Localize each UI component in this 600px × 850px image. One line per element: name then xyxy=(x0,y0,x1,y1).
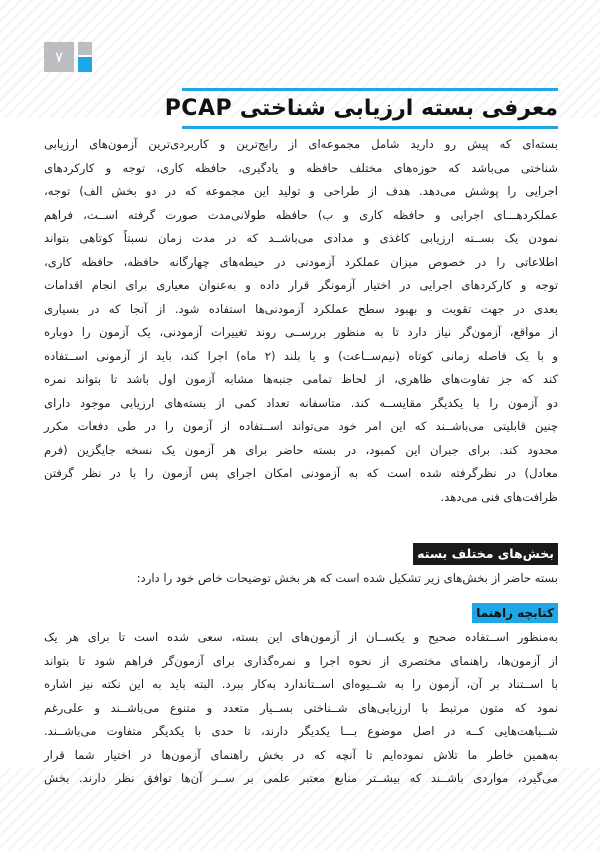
paragraph-line: بسته‌ای که پیش رو دارید شامل مجموعه‌ای از رایج‌ترین و کاربردی‌ترین آزمون‌های ارزیابی xyxy=(44,137,558,151)
section-heading: بخش‌های مختلف بسته xyxy=(413,543,558,565)
paragraph-line: شــباهت‌هایی کــه در اصل موضوع بـــا یکدیگر دارند، تا حدی با یکدیگر متفاوت می‌باشــند. xyxy=(44,724,558,738)
paragraph-line: اطلاعاتی را در خصوص میزان عملکرد آزمودنی در حیطه‌های چهارگانه حافظه، حافظه کاری، xyxy=(44,254,558,269)
paragraph-line: به‌منظور اســتفاده صحیح و یکســان از آزمون‌های این بسته، سعی شده است تا برای هر یک xyxy=(44,630,558,644)
page-marker-blue-square xyxy=(78,57,92,72)
intro-paragraph xyxy=(44,133,558,509)
paragraph-line: اجرایی را پوشش می‌دهد. هدف از طراحی و تولید این مجموعه که در دو بخش الف) توجه، xyxy=(44,184,558,198)
paragraph-line: نمودن یک بســته ارزیابی کاغذی و مدادی می‌باشــد که در مدت زمان نسبتاً کوتاهی بتواند xyxy=(44,231,558,245)
paragraph-line: با اســتناد بر آن، آزمون را به شــیوه‌ای اســتاندارد به‌کار ببرد. البته باید به این نکته نیز اشاره xyxy=(44,677,558,691)
paragraph-line: توجه و کارکردهای اجرایی در اختیار آزمونگر قرار داده و به‌عنوان معیاری برای انجام اقدامات xyxy=(44,278,558,292)
title-bottom-rule xyxy=(182,126,558,129)
paragraph-line: کند که جز تفاوت‌های ظاهری، از لحاظ تمامی جنبه‌ها مشابه آزمون اول باشد تا بتواند نمره xyxy=(44,372,558,386)
paragraph-line: ظرافت‌های فنی می‌دهد. xyxy=(440,489,558,504)
paragraph-line: محدود کند. برای جبران این کمبود، در بسته حاضر برای هر آزمون یک نسخه جایگزین (فرم xyxy=(44,442,558,457)
paragraph-line: دو آزمون را با یکدیگر مقایســه کند. متاسفانه تعداد کمی از بسته‌های ارزیابی موجود دارای xyxy=(44,395,558,410)
page-marker-gray-square xyxy=(78,42,92,55)
paragraph-line: و با یک فاصله زمانی کوتاه (نیم‌ســاعت) و یا بلند (۲ ماه) اجرا کند، باید از آزمونی اســتفاده xyxy=(44,348,558,363)
paragraph-line: از آزمون‌ها، راهنمای مختصری از نحوه اجرا و نمره‌گذاری برای آزمون‌گر فراهم شود تا بتواند xyxy=(44,653,558,668)
page-title-fa: معرفی بسته ارزیابی شناختی xyxy=(239,96,558,121)
paragraph-line: از مواقع، آزمون‌گر نیاز دارد تا به منظور بررســی روند تغییرات آزمودنی، یک آزمون را دوباره xyxy=(44,325,558,339)
page-title xyxy=(164,91,558,126)
page-title-block xyxy=(164,88,558,129)
paragraph-line: بعدی در جهت تقویت و بهبود سطح عملکرد آزمودنی‌ها استفاده شود. از آنجا که در بسیاری xyxy=(44,301,558,316)
paragraph-line: معادل) در نظرگرفته شده است که به آزمودنی امکان اجرای پس آزمون را با در نظر گرفتن xyxy=(44,466,558,480)
paragraph-line: شناختی می‌باشد که حوزه‌های مختلف حافظه و یادگیری، حافظه کاری، توجه و کارکردهای xyxy=(44,160,558,175)
guide-paragraph xyxy=(44,626,558,791)
paragraph-line: به‌همین خاطر ما تلاش نموده‌ایم تا آنچه که در بخش راهنمای آزمون‌ها در اختیار شما قرار xyxy=(44,747,558,762)
subsection-heading: کتابچه راهنما xyxy=(472,603,558,623)
page-title-latin: PCAP xyxy=(164,96,233,121)
page-number: ۷ xyxy=(44,42,74,72)
paragraph-line: چنین قابلیتی می‌باشــند که این امر خود می‌تواند اســتفاده از آزمون را در طی دفعات مکرر xyxy=(44,419,558,433)
section-intro: بسته حاضر از بخش‌های زیر تشکیل شده است که هر بخش توضیحات خاص خود را دارد: xyxy=(136,571,558,585)
paragraph-line: عملکردهـــای اجرایی و حافظه کاری و ب) حافظه طولانی‌مدت صورت گرفته اســت، فراهم xyxy=(44,207,558,222)
paragraph-line: نمود که متون مرتبط با ارزیابی‌های شــناختی بســیار متعدد و متنوع می‌باشــند و علی‌رغم xyxy=(44,700,558,715)
paragraph-line: می‌گیرد، مواردی باشــند که بیشــتر منابع معتبر علمی بر ســر آن‌ها توافق نظر دارند. بخش xyxy=(44,771,558,785)
